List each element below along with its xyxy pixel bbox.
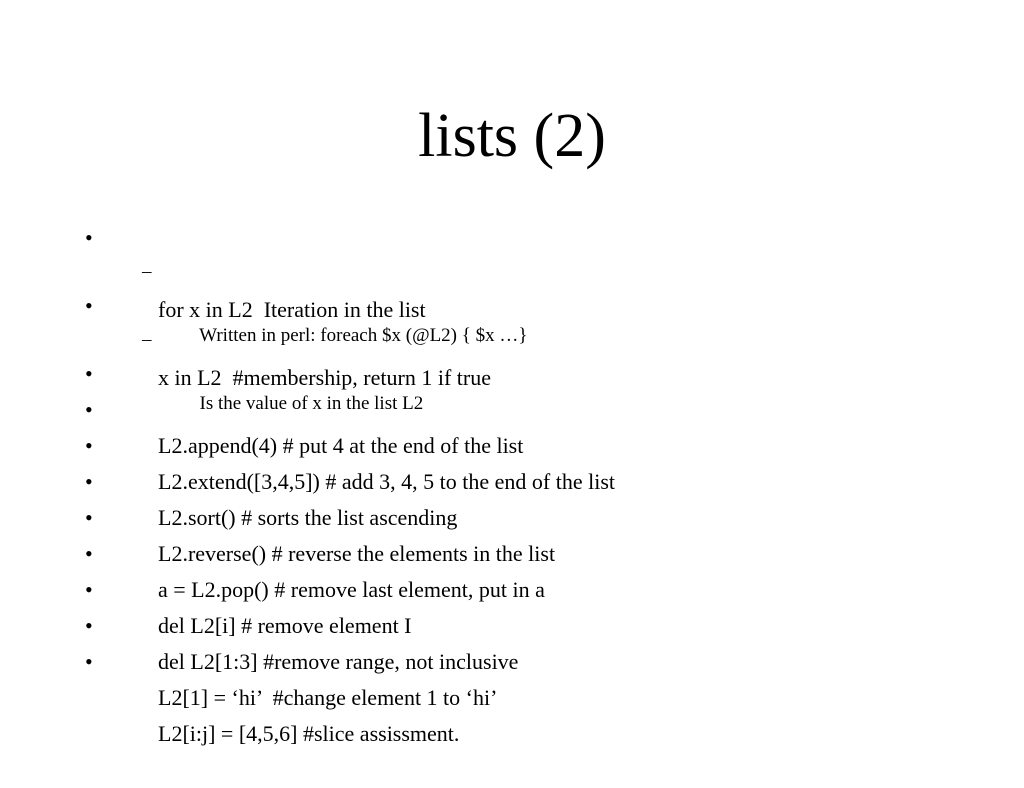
- bullet-text: L2[i:j] = [4,5,6] #slice assissment.: [158, 721, 460, 746]
- sub-bullet-text: Written in perl: foreach $x (@L2) { $x …}: [199, 325, 528, 346]
- bullet-list: [85, 220, 985, 746]
- bullet-text: L2.reverse() # reverse the elements in the list: [158, 541, 556, 566]
- bullet-text: L2.sort() # sorts the list ascending: [158, 505, 458, 530]
- bullet-marker: •: [85, 361, 93, 386]
- bullet-marker: •: [85, 649, 93, 674]
- bullet-marker: •: [85, 505, 93, 530]
- bullet-marker: •: [85, 433, 93, 458]
- bullet-marker: •: [85, 541, 93, 566]
- bullet-text: a = L2.pop() # remove last element, put in a: [158, 577, 545, 602]
- bullet-marker: •: [85, 293, 93, 318]
- sub-bullet-text: Is the value of x in the list L2: [199, 393, 424, 414]
- bullet-marker: •: [85, 397, 93, 422]
- dash-marker: –: [142, 329, 152, 350]
- bullet-text: L2.extend([3,4,5]) # add 3, 4, 5 to the end of the list: [158, 469, 616, 494]
- bullet-marker: •: [85, 577, 93, 602]
- bullet-item: [85, 220, 985, 322]
- bullet-text: del L2[1:3] #remove range, not inclusive: [158, 649, 519, 674]
- slide-title: lists (2): [418, 102, 606, 170]
- bullet-text: del L2[i] # remove element I: [158, 613, 412, 638]
- bullet-text: L2.append(4) # put 4 at the end of the list: [158, 433, 524, 458]
- bullet-text: for x in L2 Iteration in the list: [158, 297, 426, 322]
- bullet-marker: •: [85, 469, 93, 494]
- dash-marker: –: [142, 261, 152, 282]
- bullet-text: x in L2 #membership, return 1 if true: [158, 365, 491, 390]
- bullet-text: L2[1] = ‘hi’ #change element 1 to ‘hi’: [158, 685, 498, 710]
- bullet-marker: •: [85, 613, 93, 638]
- bullet-marker: •: [85, 225, 93, 250]
